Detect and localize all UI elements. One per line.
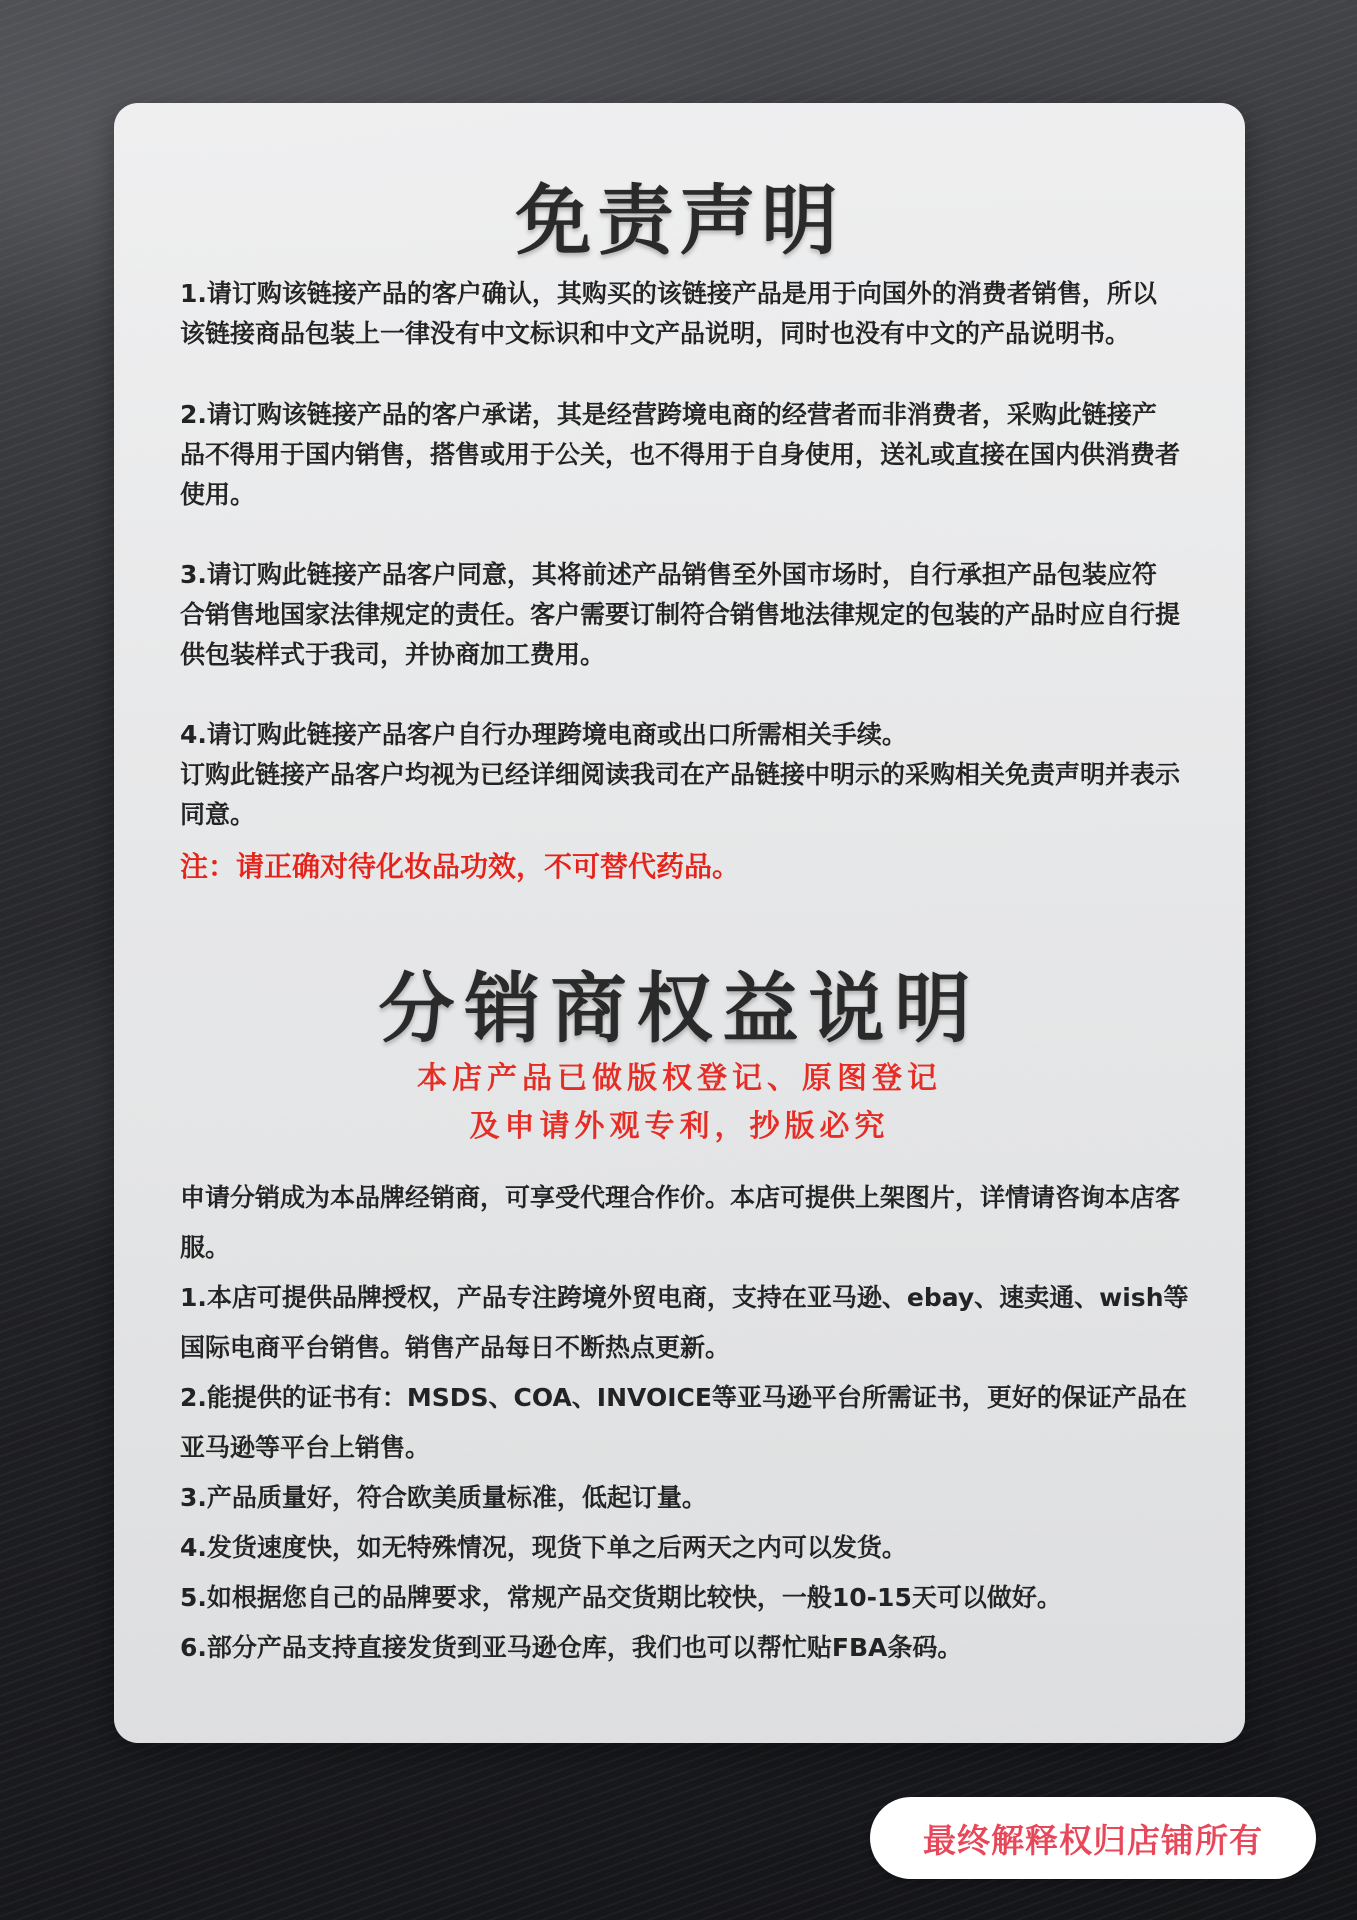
disclaimer-agreement: 订购此链接产品客户均视为已经详细阅读我司在产品链接中明示的采购相关免责声明并表示同意。: [180, 760, 1181, 829]
rights-item-4: 4.发货速度快，如无特殊情况，现货下单之后两天之内可以发货。: [180, 1533, 907, 1562]
rights-item-2: 2.能提供的证书有：MSDS、COA、INVOICE等亚马逊平台所需证书，更好的保证产品在亚马逊等平台上销售。: [180, 1383, 1187, 1462]
rights-item-5: 5.如根据您自己的品牌要求，常规产品交货期比较快，一般10-15天可以做好。: [180, 1583, 1062, 1612]
copyright-notice-line-2: 及申请外观专利，抄版必究: [469, 1109, 890, 1144]
final-interpretation-badge: [870, 1797, 1316, 1879]
copyright-notice-line-1: 本店产品已做版权登记、原图登记: [417, 1061, 942, 1096]
cosmetics-warning: 注：请正确对待化妆品功效，不可替代药品。: [180, 850, 741, 883]
disclaimer-item-3: 3.请订购此链接产品客户同意，其将前述产品销售至外国市场时，自行承担产品包装应符合销售地国家法律规定的责任。客户需要订制符合销售地法律规定的包装的产品时应自行提供包装样式于我司，并协商加工费用。: [180, 560, 1181, 669]
disclaimer-item-1: 1.请订购该链接产品的客户确认，其购买的该链接产品是用于向国外的消费者销售，所以该链接商品包装上一律没有中文标识和中文产品说明，同时也没有中文的产品说明书。: [180, 279, 1157, 348]
rights-intro: 申请分销成为本品牌经销商，可享受代理合作价。本店可提供上架图片，详情请咨询本店客服。: [180, 1183, 1181, 1262]
content-card: [114, 103, 1245, 1743]
rights-item-6: 6.部分产品支持直接发货到亚马逊仓库，我们也可以帮忙贴FBA条码。: [180, 1633, 963, 1662]
disclaimer-item-2: 2.请订购该链接产品的客户承诺，其是经营跨境电商的经营者而非消费者，采购此链接产品不得用于国内销售，搭售或用于公关，也不得用于自身使用，送礼或直接在国内供消费者使用。: [180, 400, 1181, 509]
disclaimer-item-4: 4.请订购此链接产品客户自行办理跨境电商或出口所需相关手续。: [180, 720, 907, 749]
rights-item-1: 1.本店可提供品牌授权，产品专注跨境外贸电商，支持在亚马逊、ebay、速卖通、wish等国际电商平台销售。销售产品每日不断热点更新。: [180, 1283, 1189, 1362]
distributor-rights-list: [180, 1173, 1190, 1673]
final-interpretation-text: 最终解释权归店铺所有: [923, 1820, 1263, 1860]
rights-item-3: 3.产品质量好，符合欧美质量标准，低起订量。: [180, 1483, 707, 1512]
disclaimer-title: 免责声明: [515, 176, 844, 265]
distributor-title: 分销商权益说明: [378, 964, 981, 1053]
